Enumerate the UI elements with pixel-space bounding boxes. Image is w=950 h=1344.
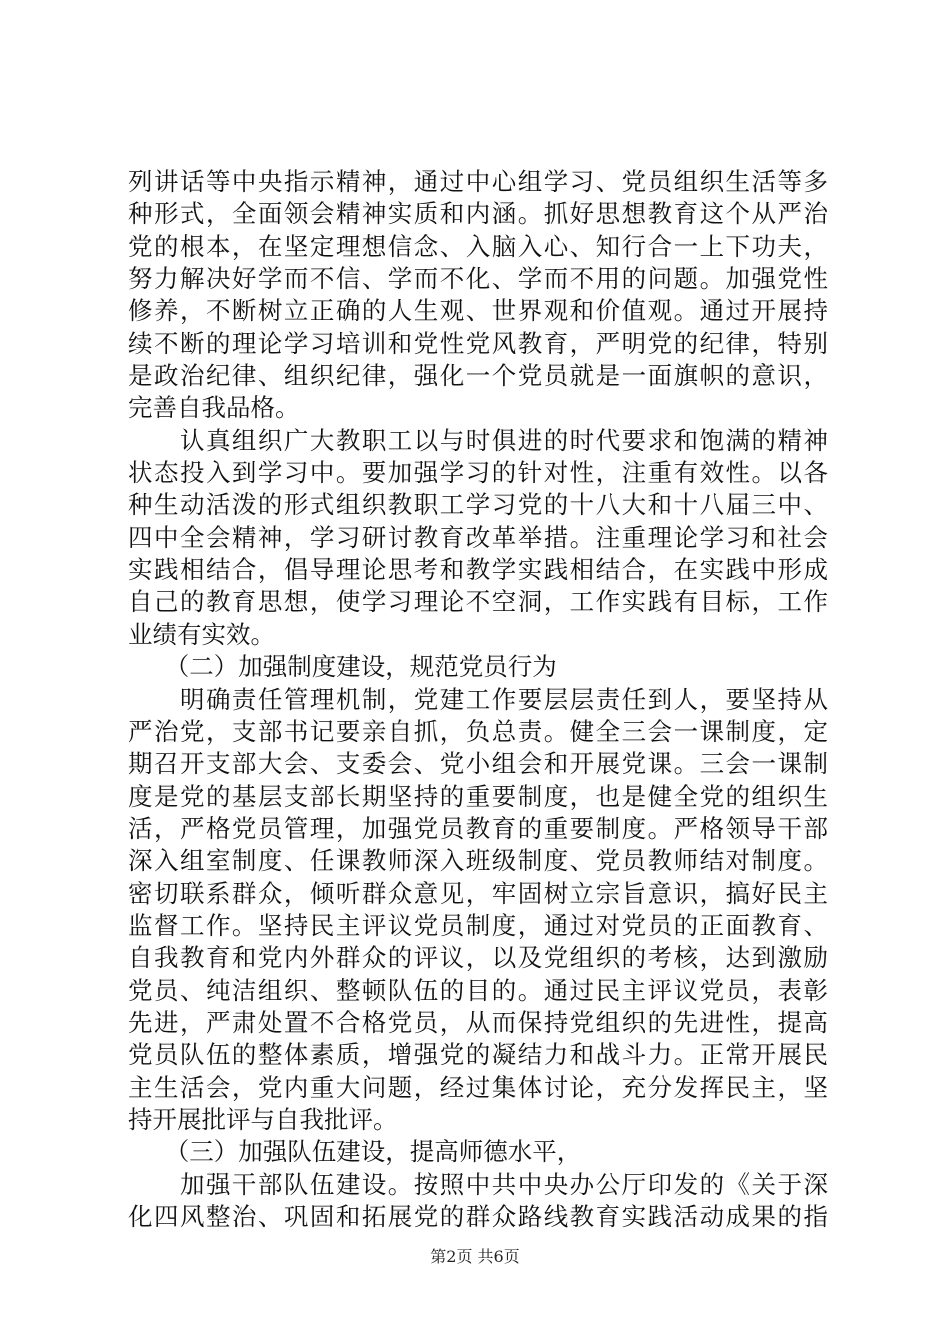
text-line: 活，严格党员管理，加强党员教育的重要制度。严格领导干部: [128, 813, 828, 843]
text-line: 四中全会精神，学习研讨教育改革举措。注重理论学习和社会: [128, 522, 828, 552]
document-body: [128, 166, 828, 1233]
text-line: 业绩有实效。: [128, 619, 275, 649]
text-line: 严治党，支部书记要亲自抓，负总责。健全三会一课制度，定: [128, 716, 828, 746]
text-line: 种形式，全面领会精神实质和内涵。抓好思想教育这个从严治: [128, 199, 828, 229]
text-line: （二）加强制度建设，规范党员行为: [128, 652, 557, 682]
text-line: 续不断的理论学习培训和党性党风教育，严明党的纪律，特别: [128, 328, 828, 358]
text-line: 主生活会，党内重大问题，经过集体讨论，充分发挥民主，坚: [128, 1072, 828, 1102]
text-line: 密切联系群众，倾听群众意见，牢固树立宗旨意识，搞好民主: [128, 878, 828, 908]
text-line: 自己的教育思想，使学习理论不空洞，工作实践有目标，工作: [128, 587, 828, 617]
text-line: 期召开支部大会、支委会、党小组会和开展党课。三会一课制: [128, 749, 828, 779]
text-line: 努力解决好学而不信、学而不化、学而不用的问题。加强党性: [128, 264, 828, 294]
text-line: 加强干部队伍建设。按照中共中央办公厅印发的《关于深: [128, 1169, 828, 1199]
text-line: 党员队伍的整体素质，增强党的凝结力和战斗力。正常开展民: [128, 1040, 828, 1070]
text-line: 监督工作。坚持民主评议党员制度，通过对党员的正面教育、: [128, 910, 828, 940]
text-line: 自我教育和党内外群众的评议，以及党组织的考核，达到激励: [128, 943, 828, 973]
text-line: 深入组室制度、任课教师深入班级制度、党员教师结对制度。: [128, 846, 828, 876]
text-line: 列讲话等中央指示精神，通过中心组学习、党员组织生活等多: [128, 167, 828, 196]
text-line: 明确责任管理机制，党建工作要层层责任到人，要坚持从: [128, 684, 828, 714]
text-line: 党员、纯洁组织、整顿队伍的目的。通过民主评议党员，表彰: [128, 975, 828, 1005]
text-line: 党的根本，在坚定理想信念、入脑入心、知行合一上下功夫，: [128, 231, 828, 261]
page-footer: 第2页 共6页: [430, 1247, 520, 1266]
text-line: 认真组织广大教职工以与时俱进的时代要求和饱满的精神: [128, 425, 828, 455]
text-line: 实践相结合，倡导理论思考和教学实践相结合，在实践中形成: [128, 555, 828, 585]
text-line: 是政治纪律、组织纪律，强化一个党员就是一面旗帜的意识，: [128, 361, 828, 391]
text-line: 修养，不断树立正确的人生观、世界观和价值观。通过开展持: [128, 296, 828, 326]
text-line: 持开展批评与自我批评。: [128, 1104, 398, 1134]
text-line: 状态投入到学习中。要加强学习的针对性，注重有效性。以各: [128, 458, 828, 488]
text-line: 完善自我品格。: [128, 393, 300, 423]
text-line: 化四风整治、巩固和拓展党的群众路线教育实践活动成果的指: [128, 1202, 828, 1231]
text-line: 种生动活泼的形式组织教职工学习党的十八大和十八届三中、: [128, 490, 828, 520]
text-line: （三）加强队伍建设，提高师德水平，: [128, 1137, 582, 1167]
text-line: 度是党的基层支部长期坚持的重要制度，也是健全党的组织生: [128, 781, 828, 811]
text-line: 先进，严肃处置不合格党员，从而保持党组织的先进性，提高: [128, 1007, 828, 1037]
